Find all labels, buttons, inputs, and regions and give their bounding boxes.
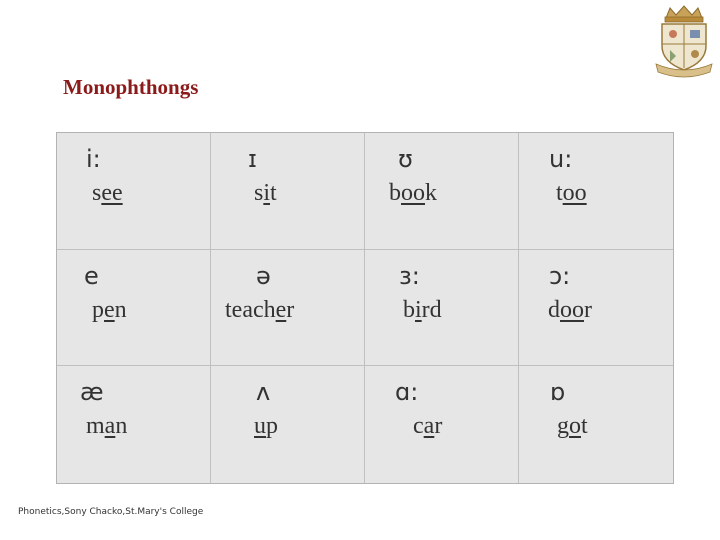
vowel-cell [211, 250, 365, 367]
vowel-cell [211, 133, 365, 250]
example-word: car [413, 413, 443, 440]
example-word: see [92, 180, 123, 206]
vowel-cell [365, 133, 519, 250]
example-word: got [557, 413, 588, 440]
vowel-cell [57, 250, 211, 367]
page-title: Monophthongs [63, 75, 199, 99]
example-word: book [389, 180, 437, 206]
vowel-cell [519, 250, 673, 367]
example-word: pen [92, 296, 127, 323]
example-word: bird [403, 296, 442, 323]
example-word: door [548, 296, 592, 323]
phonetic-symbol: æ [80, 378, 104, 407]
phonetic-symbol: ʊ [398, 145, 413, 173]
vowel-cell [519, 133, 673, 250]
example-word: too [556, 180, 587, 206]
phonetic-symbol: i: [86, 145, 101, 173]
footer-credit: Phonetics,Sony Chacko,St.Mary's College [18, 507, 204, 517]
vowel-cell [519, 366, 673, 483]
vowel-cell [365, 366, 519, 483]
vowel-grid [56, 132, 674, 484]
phonetic-symbol: ʌ [256, 378, 271, 407]
phonetic-symbol: ɜ: [399, 261, 420, 290]
phonetic-symbol: u: [549, 145, 573, 173]
example-word: sit [254, 180, 277, 206]
phonetic-symbol: e [84, 261, 99, 290]
vowel-cell [365, 250, 519, 367]
vowel-cell [211, 366, 365, 483]
phonetic-symbol: ɑ: [395, 378, 419, 407]
college-crest-icon [652, 4, 716, 78]
example-word: man [86, 413, 128, 440]
phonetic-symbol: ɔ: [549, 261, 571, 290]
phonetic-symbol: ə [256, 261, 271, 290]
vowel-cell [57, 133, 211, 250]
phonetic-symbol: ɒ [550, 378, 566, 407]
phonetic-symbol: ɪ [248, 145, 257, 173]
vowel-cell [57, 366, 211, 483]
example-word: up [254, 413, 278, 440]
example-word: teacher [225, 296, 295, 323]
